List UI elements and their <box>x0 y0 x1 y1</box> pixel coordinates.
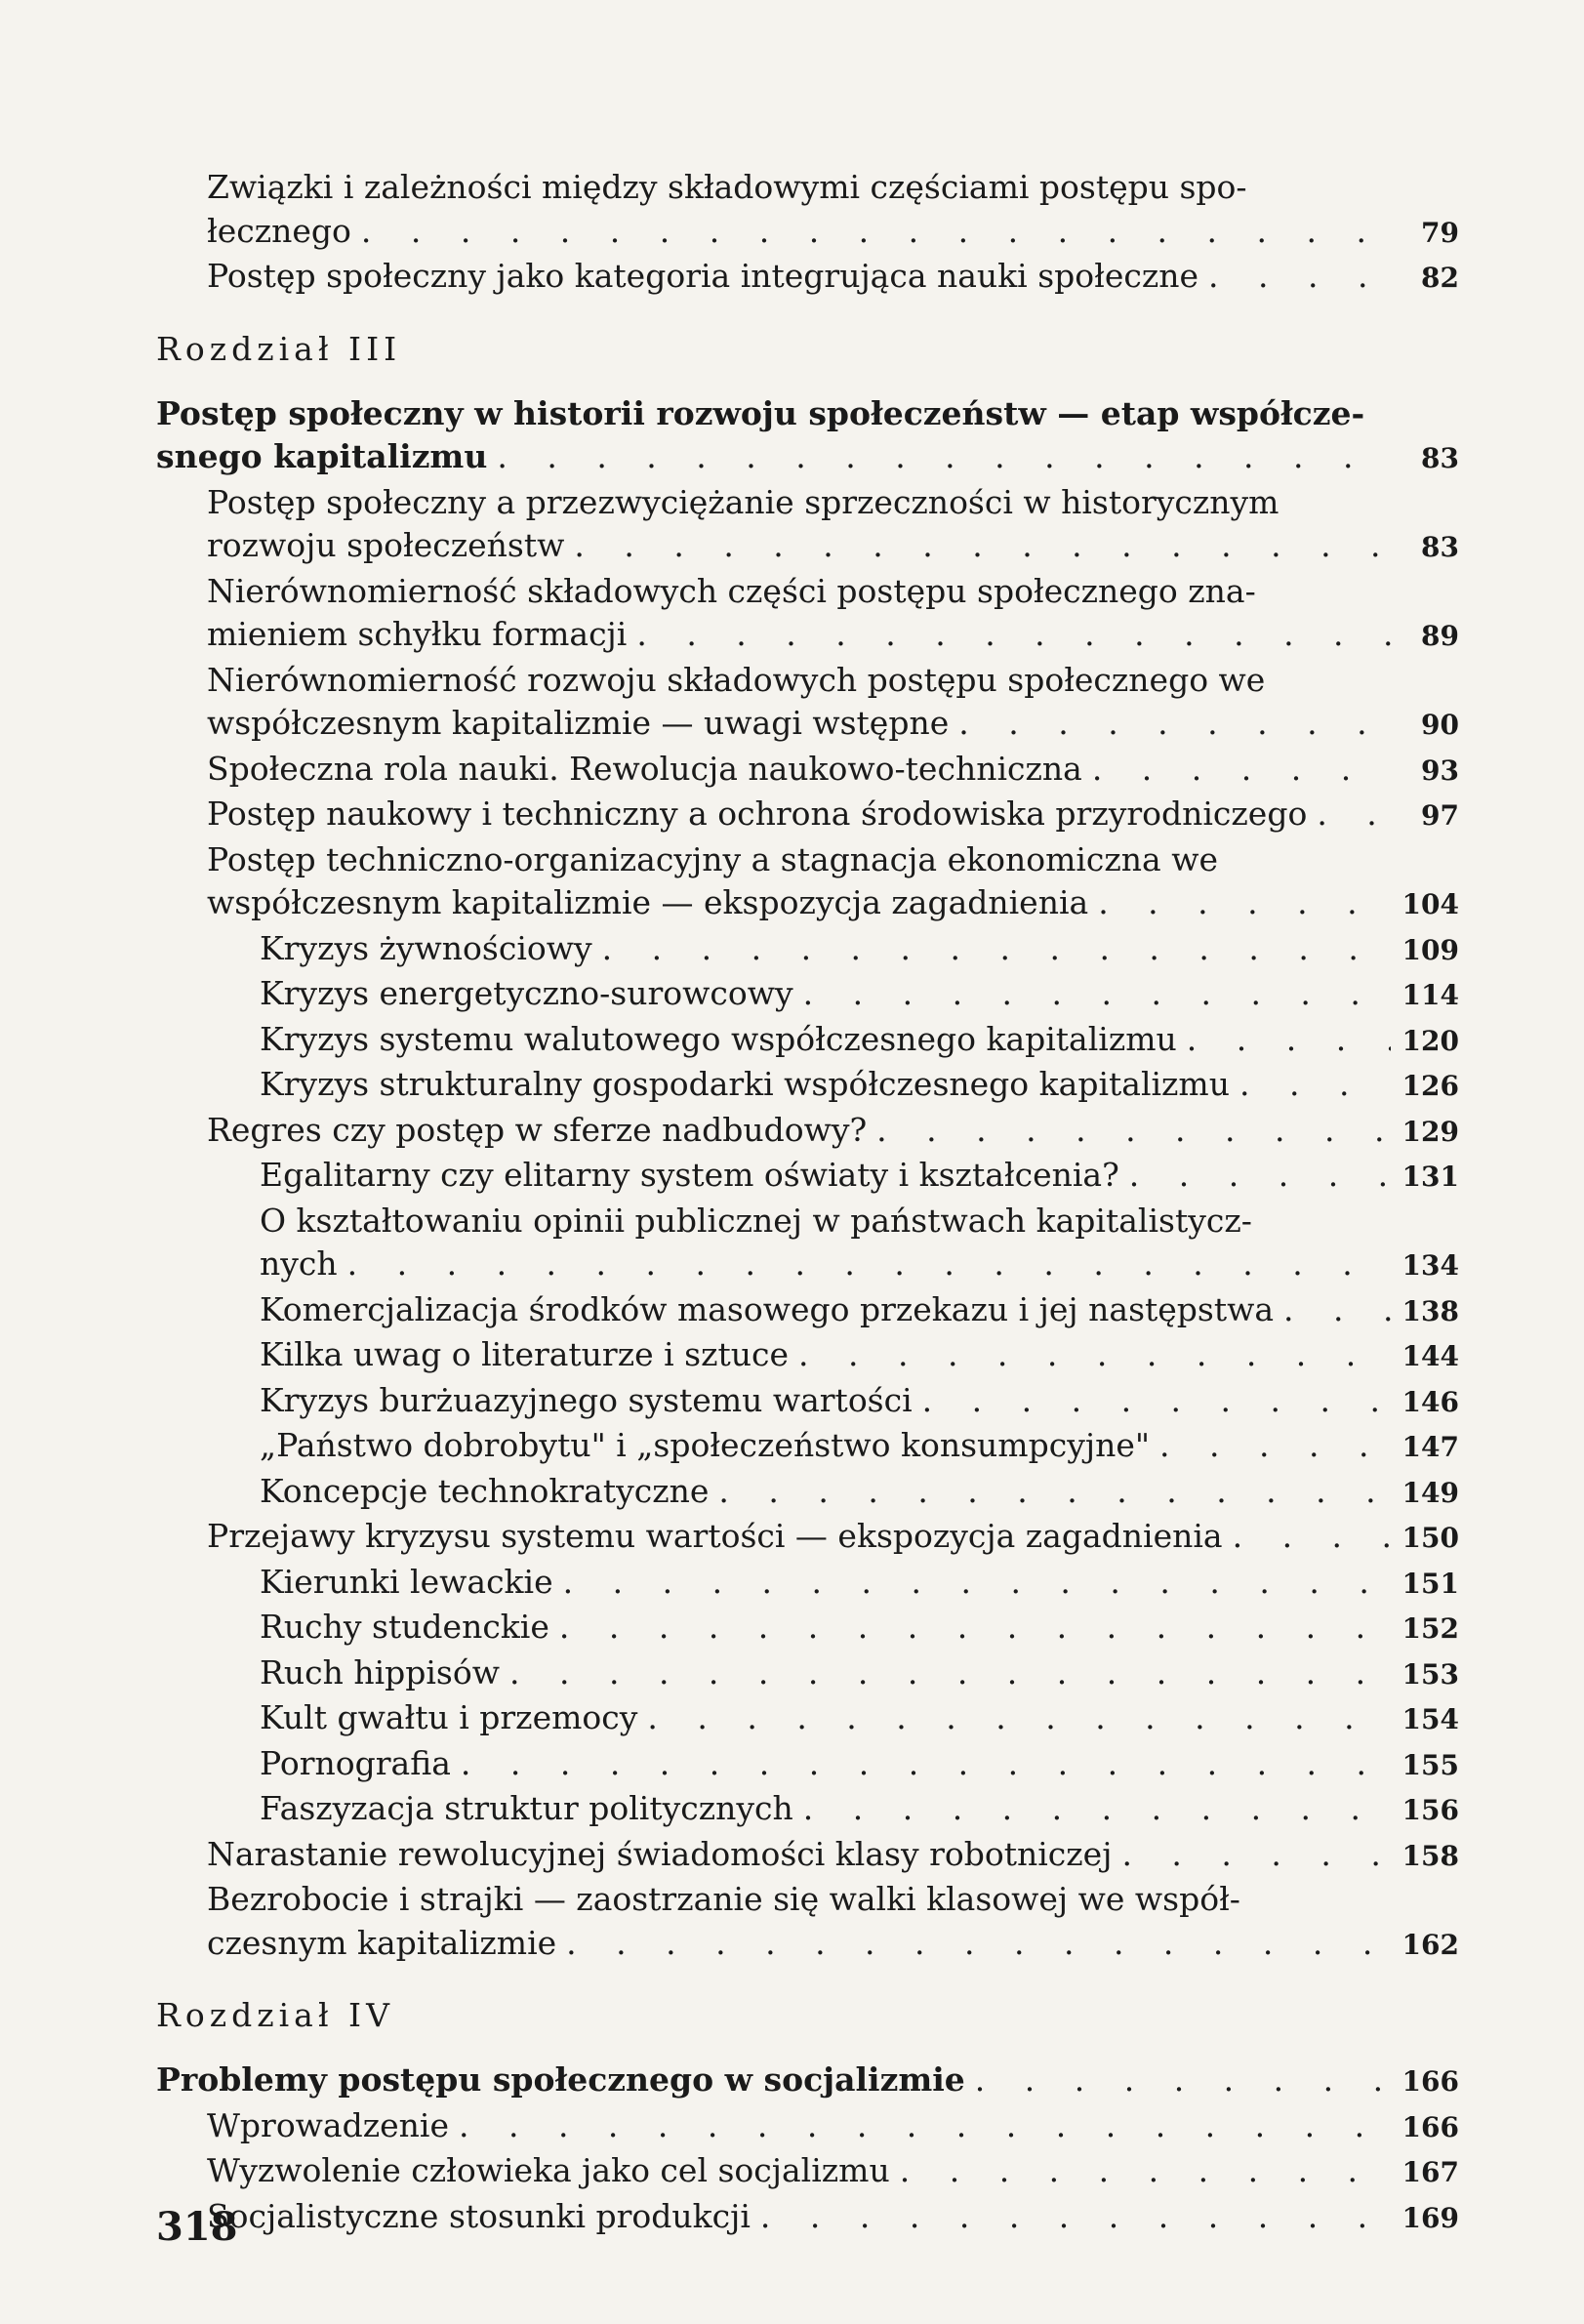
table-of-contents <box>156 166 1459 2240</box>
toc-entry <box>156 2195 1459 2241</box>
toc-page-number: 153 <box>1401 1657 1459 1691</box>
dot-leader <box>627 613 1391 657</box>
dot-leader <box>867 1109 1391 1153</box>
toc-page-number: 166 <box>1401 2110 1459 2143</box>
toc-entry <box>156 570 1459 659</box>
toc-entry <box>156 1833 1459 1879</box>
toc-entry-last-line <box>260 1424 1459 1470</box>
dot-leader <box>789 1333 1391 1377</box>
toc-entry-last-line <box>260 1154 1459 1200</box>
dot-leader <box>338 1243 1391 1286</box>
toc-entry <box>156 1018 1459 1064</box>
toc-entry <box>156 1063 1459 1109</box>
toc-entry-title-line: rozwoju społeczeństw <box>207 526 565 564</box>
toc-page-number: 167 <box>1401 2156 1459 2188</box>
toc-page-number: 156 <box>1401 1794 1459 1826</box>
toc-entry-title-line: Kult gwałtu i przemocy <box>260 1698 638 1736</box>
toc-entry <box>156 748 1459 794</box>
dot-leader <box>487 435 1391 479</box>
toc-entry-title-line: Kryzys systemu walutowego współczesnego kapitalizmu <box>260 1019 1177 1058</box>
dot-leader <box>751 2195 1391 2239</box>
dot-leader <box>793 1787 1391 1831</box>
toc-page-number: 158 <box>1401 1839 1459 1872</box>
toc-page-number: 149 <box>1401 1476 1459 1509</box>
toc-entry-title-line: mieniem schyłku formacji <box>207 615 628 653</box>
toc-page-number: 83 <box>1421 442 1459 474</box>
toc-entry-title-line: Związki i zależności między składowymi częściami postępu spo- <box>207 168 1247 206</box>
toc-page-number: 93 <box>1421 754 1459 787</box>
toc-page-number: 152 <box>1401 1612 1459 1645</box>
toc-entry-last-line <box>260 972 1459 1018</box>
toc-entry-title-line: Postęp społeczny w historii rozwoju społeczeństw — etap współcze- <box>156 393 1365 432</box>
toc-entry-title-line: Ruch hippisów <box>260 1652 500 1692</box>
dot-leader <box>592 927 1391 971</box>
chapter-heading: Rozdział IV <box>156 1996 394 2034</box>
toc-entry-title-line: Problemy postępu społecznego w socjalizmie <box>156 2060 965 2099</box>
toc-entry-last-line <box>207 1109 1459 1155</box>
toc-entry-last-line <box>207 793 1459 838</box>
toc-page-number: 79 <box>1421 216 1459 249</box>
toc-entry <box>156 1651 1459 1697</box>
toc-page-number: 134 <box>1401 1249 1459 1282</box>
toc-entry-title-line: Nierównomierność składowych części postępu społecznego zna- <box>207 571 1256 610</box>
toc-entry-title-line: Przejawy kryzysu systemu wartości — ekspozycja zagadnienia <box>207 1517 1223 1555</box>
dot-leader <box>451 1742 1391 1786</box>
toc-entry-title-line: Nierównomierność rozwoju składowych postępu społecznego we <box>207 660 1266 699</box>
toc-entry-last-line <box>260 1288 1459 1334</box>
toc-entry-last-line <box>207 2149 1459 2195</box>
toc-page-number: 89 <box>1421 620 1459 652</box>
toc-page-number: 82 <box>1421 262 1459 294</box>
dot-leader <box>1088 881 1391 925</box>
toc-entry-last-line <box>207 2195 1459 2241</box>
toc-entry-last-line <box>260 1742 1459 1788</box>
toc-entry-last-line <box>156 435 1459 481</box>
toc-entry-title-line: Ruchy studenckie <box>260 1608 549 1646</box>
dot-leader <box>553 1561 1391 1605</box>
toc-page-number: 104 <box>1401 888 1459 920</box>
toc-entry <box>156 793 1459 838</box>
toc-entry <box>156 1154 1459 1200</box>
toc-entry-title-line: Wprowadzenie <box>207 2105 449 2144</box>
toc-entry <box>156 1379 1459 1425</box>
toc-entry-title-line: Postęp społeczny a przezwyciężanie sprzeczności w historycznym <box>207 482 1279 521</box>
toc-section-entry <box>156 392 1459 481</box>
toc-entry <box>156 1515 1459 1561</box>
toc-entry-title-line: Koncepcje technokratyczne <box>260 1471 710 1510</box>
toc-entry <box>156 659 1459 748</box>
toc-page-number: 144 <box>1401 1340 1459 1372</box>
dot-leader <box>1230 1063 1391 1107</box>
toc-entry <box>156 838 1459 927</box>
toc-page-number: 97 <box>1421 799 1459 832</box>
toc-entry-title-line: Faszyzacja struktur politycznych <box>260 1789 793 1827</box>
toc-entry <box>156 2149 1459 2195</box>
toc-entry-last-line <box>260 1561 1459 1607</box>
toc-entry-last-line <box>207 881 1459 927</box>
toc-page-number: 131 <box>1401 1161 1459 1193</box>
dot-leader <box>564 524 1391 568</box>
page-number: 318 <box>156 2204 238 2250</box>
toc-entry <box>156 481 1459 570</box>
toc-entry <box>156 1787 1459 1833</box>
toc-entry-title-line: Postęp społeczny jako kategoria integrująca nauki społeczne <box>207 257 1199 295</box>
dot-leader <box>1177 1018 1391 1062</box>
dot-leader <box>1223 1515 1391 1559</box>
toc-entry-last-line <box>207 255 1459 301</box>
toc-entry-last-line <box>260 1063 1459 1109</box>
toc-entry-last-line <box>207 613 1459 659</box>
toc-page-number: 150 <box>1401 1522 1459 1554</box>
toc-entry-title-line: Kilka uwag o literaturze i sztuce <box>260 1335 790 1373</box>
toc-entry <box>156 1742 1459 1788</box>
dot-leader <box>913 1379 1391 1423</box>
toc-entry <box>156 1333 1459 1379</box>
toc-entry-last-line <box>260 1787 1459 1833</box>
dot-leader <box>965 2059 1391 2102</box>
toc-entry-last-line <box>260 1018 1459 1064</box>
dot-leader <box>793 972 1391 1016</box>
toc-entry-last-line <box>260 1470 1459 1516</box>
toc-entry-last-line <box>207 210 1459 256</box>
toc-entry-title-line: Społeczna rola nauki. Rewolucja naukowo-techniczna <box>207 749 1082 788</box>
dot-leader <box>549 1606 1391 1650</box>
toc-page-number: 129 <box>1401 1115 1459 1148</box>
dot-leader <box>1198 255 1391 299</box>
toc-page-number: 114 <box>1401 979 1459 1011</box>
dot-leader <box>1274 1288 1391 1332</box>
dot-leader <box>1112 1833 1391 1877</box>
toc-entry-title-line: Kryzys burżuazyjnego systemu wartości <box>260 1380 913 1419</box>
toc-entry-title-line: Kryzys energetyczno-surowcowy <box>260 974 793 1012</box>
toc-entry-last-line <box>207 1922 1459 1968</box>
toc-section-entry <box>156 2059 1459 2104</box>
toc-entry-title-line: Postęp techniczno-organizacyjny a stagnacja ekonomiczna we <box>207 839 1218 878</box>
toc-page-number: 151 <box>1401 1567 1459 1600</box>
toc-entry-last-line <box>207 1833 1459 1879</box>
toc-page-number: 83 <box>1421 531 1459 563</box>
dot-leader <box>637 1696 1391 1740</box>
toc-entry-last-line <box>260 1379 1459 1425</box>
toc-entry <box>156 1561 1459 1607</box>
toc-page-number: 120 <box>1401 1024 1459 1057</box>
toc-entry-title-line: współczesnym kapitalizmie — uwagi wstępne <box>207 704 950 742</box>
toc-entry-title-line: Wyzwolenie człowieka jako cel socjalizmu <box>207 2151 890 2189</box>
toc-entry-title-line: Kryzys żywnościowy <box>260 928 592 967</box>
toc-entry <box>156 2104 1459 2150</box>
toc-entry-title-line: snego kapitalizmu <box>156 437 488 475</box>
toc-entry-last-line <box>156 2059 1459 2104</box>
dot-leader <box>949 702 1391 746</box>
toc-entry-title-line: Komercjalizacja środków masowego przekazu i jej następstwa <box>260 1289 1275 1328</box>
toc-entry <box>156 972 1459 1018</box>
toc-page-number: 147 <box>1401 1431 1459 1463</box>
toc-entry-title-line: O kształtowaniu opinii publicznej w państwach kapitalistycz- <box>260 1201 1252 1240</box>
toc-entry-last-line <box>207 702 1459 748</box>
toc-entry-last-line <box>260 927 1459 973</box>
toc-entry-title-line: Bezrobocie i strajki — zaostrzanie się walki klasowej we współ- <box>207 1880 1240 1918</box>
toc-page-number: 146 <box>1401 1385 1459 1418</box>
toc-page-number: 154 <box>1401 1703 1459 1735</box>
toc-page-number: 155 <box>1401 1748 1459 1781</box>
toc-entry-title-line: Socjalistyczne stosunki produkcji <box>207 2196 751 2235</box>
toc-page-number: 166 <box>1401 2065 1459 2098</box>
toc-entry-title-line: nych <box>260 1244 338 1283</box>
toc-entry-title-line: Postęp naukowy i techniczny a ochrona środowiska przyrodniczego <box>207 795 1308 833</box>
dot-leader <box>1119 1154 1391 1198</box>
toc-entry-last-line <box>207 2104 1459 2150</box>
toc-entry-title-line: Egalitarny czy elitarny system oświaty i kształcenia? <box>260 1156 1119 1194</box>
toc-entry <box>156 1109 1459 1155</box>
toc-entry <box>156 1424 1459 1470</box>
toc-entry-last-line <box>207 748 1459 794</box>
toc-entry-last-line <box>260 1243 1459 1288</box>
chapter-heading: Rozdział III <box>156 329 402 368</box>
toc-entry-title-line: łecznego <box>207 211 351 250</box>
toc-page-number: 109 <box>1401 933 1459 966</box>
toc-entry <box>156 1200 1459 1288</box>
dot-leader <box>1150 1424 1391 1468</box>
toc-page-number: 126 <box>1401 1070 1459 1102</box>
dot-leader <box>709 1470 1391 1514</box>
dot-leader <box>1082 748 1391 792</box>
toc-entry-title-line: współczesnym kapitalizmie — ekspozycja zagadnienia <box>207 883 1089 921</box>
toc-entry-title-line: Kierunki lewackie <box>260 1562 553 1601</box>
toc-entry-last-line <box>260 1333 1459 1379</box>
toc-entry <box>156 927 1459 973</box>
toc-entry <box>156 255 1459 301</box>
toc-entry <box>156 1606 1459 1651</box>
toc-page-number: 138 <box>1401 1294 1459 1327</box>
toc-entry-title-line: Regres czy postęp w sferze nadbudowy? <box>207 1110 868 1149</box>
dot-leader <box>500 1651 1391 1695</box>
toc-entry-last-line <box>207 1515 1459 1561</box>
dot-leader <box>449 2104 1391 2148</box>
dot-leader <box>890 2149 1391 2193</box>
toc-page-number: 169 <box>1401 2201 1459 2234</box>
toc-entry <box>156 1288 1459 1334</box>
toc-entry <box>156 1470 1459 1516</box>
toc-entry-title-line: Narastanie rewolucyjnej świadomości klasy robotniczej <box>207 1834 1113 1873</box>
toc-entry-last-line <box>207 524 1459 570</box>
toc-entry-title-line: Pornografia <box>260 1743 451 1782</box>
toc-entry-last-line <box>260 1651 1459 1697</box>
toc-entry-title-line: Kryzys strukturalny gospodarki współczesnego kapitalizmu <box>260 1065 1230 1103</box>
toc-page-number: 90 <box>1421 709 1459 741</box>
toc-entry <box>156 1696 1459 1742</box>
toc-entry-title-line: czesnym kapitalizmie <box>207 1923 557 1962</box>
dot-leader <box>351 210 1391 254</box>
dot-leader <box>556 1922 1391 1966</box>
dot-leader <box>1307 793 1391 836</box>
toc-entry-last-line <box>260 1606 1459 1651</box>
toc-page-number: 162 <box>1401 1928 1459 1961</box>
toc-entry <box>156 1878 1459 1967</box>
toc-entry-last-line <box>260 1696 1459 1742</box>
toc-entry <box>156 166 1459 255</box>
toc-entry-title-line: „Państwo dobrobytu" i „społeczeństwo konsumpcyjne" <box>260 1426 1151 1464</box>
